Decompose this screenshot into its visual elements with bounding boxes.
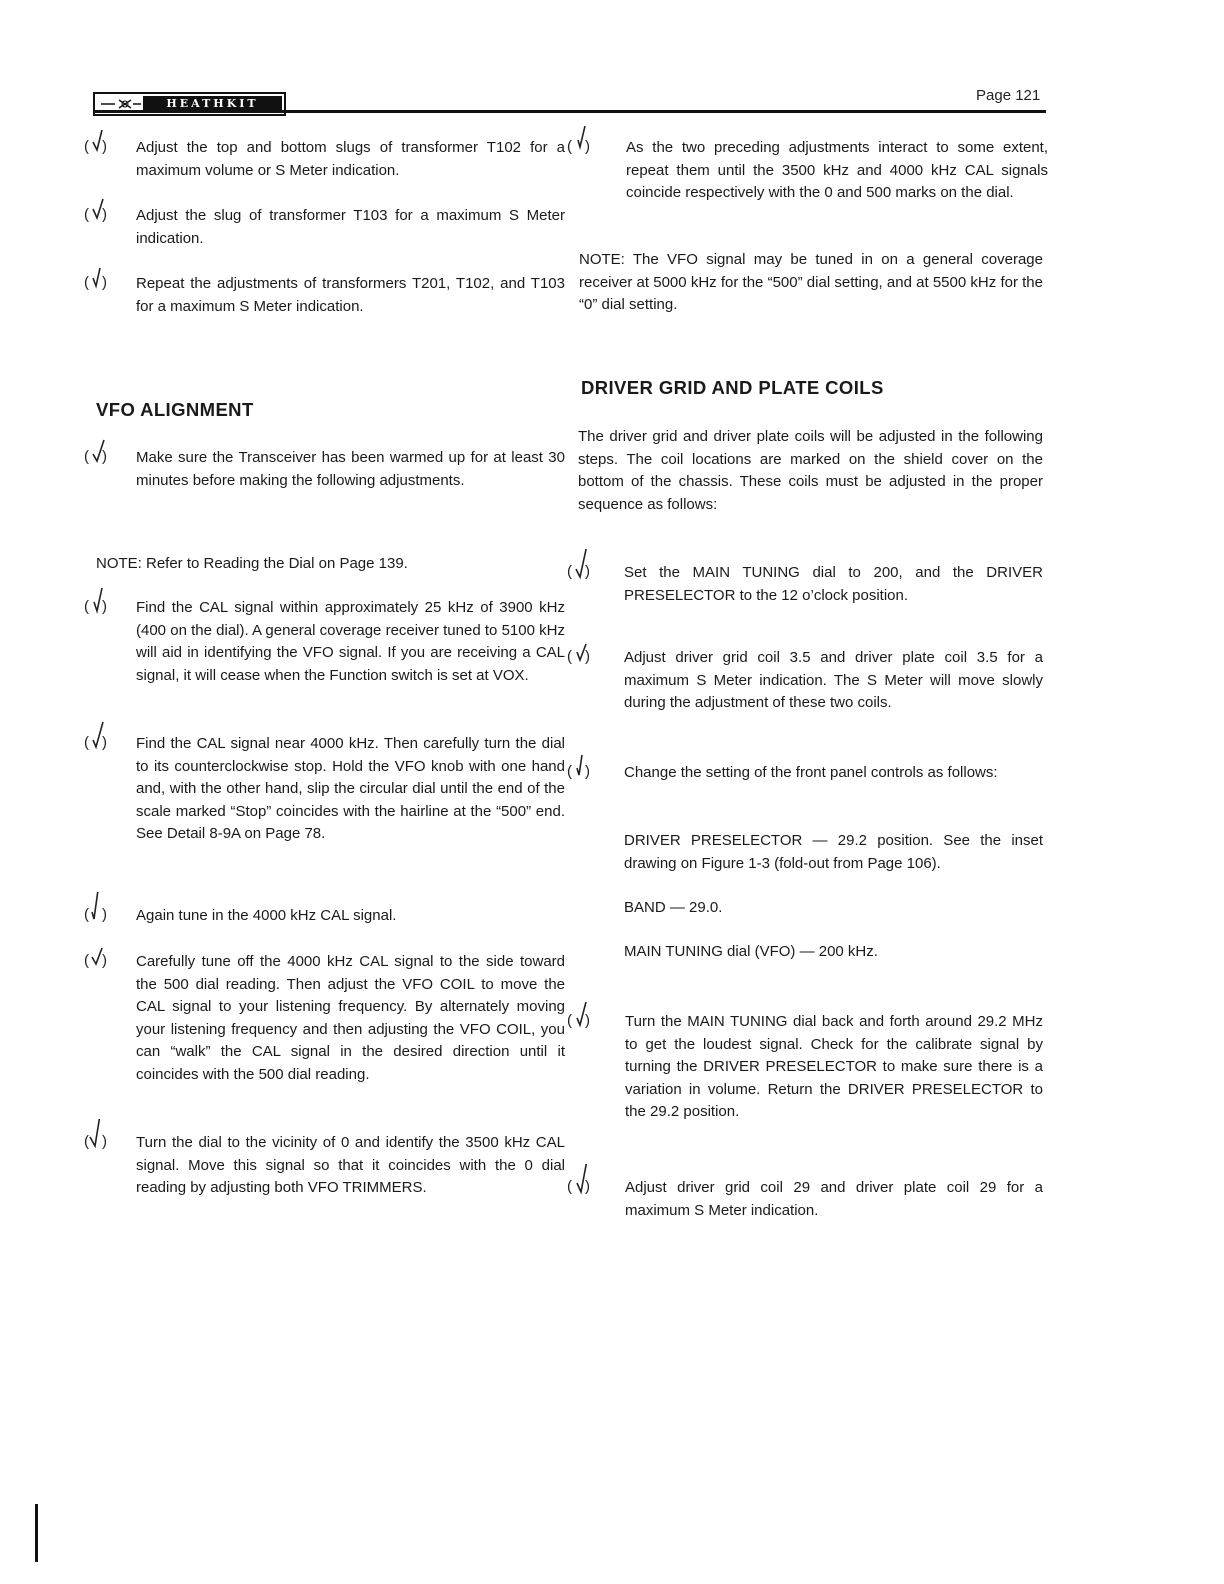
- brand-name: HEATHKIT: [143, 96, 282, 112]
- check-step: [567, 1177, 1048, 1222]
- checkmark-icon: [88, 584, 114, 618]
- check-step: [567, 562, 1048, 607]
- section-heading-vfo: VFO ALIGNMENT: [96, 399, 254, 420]
- checkbox-parens: (: [84, 206, 89, 223]
- checkmark-icon: [88, 720, 114, 754]
- checkbox-mark[interactable]: [84, 206, 120, 230]
- checkbox-mark[interactable]: [84, 274, 120, 298]
- checkbox-paren-close: ): [585, 648, 590, 665]
- checkmark-icon: [571, 749, 597, 783]
- check-step: [84, 447, 565, 492]
- checkbox-paren-close: ): [102, 206, 107, 223]
- checkbox-paren-close: ): [585, 1012, 590, 1029]
- checkbox-paren-close: ): [102, 598, 107, 615]
- checkmark-icon: [571, 998, 597, 1032]
- checkmark-icon: [88, 434, 114, 468]
- step-text: Find the CAL signal within approximately 25 kHz of 3900 kHz (400 on the dial). A general coverage receiver tuned to 5100 kHz will aid in identifying the VFO signal. If you are receiving a CAL signal, it will cease when the Function switch is set at VOX.: [136, 599, 565, 684]
- checkbox-mark[interactable]: [567, 648, 603, 672]
- check-step: [567, 1011, 1048, 1124]
- checkbox-mark[interactable]: [567, 763, 603, 787]
- setting-line: DRIVER PRESELECTOR — 29.2 position. See the inset drawing on Figure 1-3 (fold-out from Page 106).: [624, 832, 1043, 872]
- checkbox-paren-close: ): [102, 138, 107, 155]
- checkbox-paren-close: ): [102, 274, 107, 291]
- checkbox-paren-close: ): [585, 763, 590, 780]
- checkbox-mark[interactable]: [84, 448, 120, 472]
- checkbox-mark[interactable]: [567, 1012, 603, 1036]
- checkbox-paren-close: ): [102, 906, 107, 923]
- checkmark-icon: [88, 124, 114, 158]
- check-step: [84, 597, 565, 687]
- check-step: [84, 733, 565, 846]
- step-text: Find the CAL signal near 4000 kHz. Then carefully turn the dial to its counterclockwise stop. Hold the VFO knob with one hand and, with the other hand, slip the circular dial until the end of the scale marked “Stop” coincides with the hairline at the “500” end. See Detail 8-9A on Page 78.: [136, 735, 565, 843]
- note-text: NOTE: Refer to Reading the Dial on Page 139.: [96, 555, 408, 572]
- step-text: Carefully tune off the 4000 kHz CAL signal to the side toward the 500 dial reading. Then adjust the VFO COIL to move the CAL signal to your listening frequency. By alternately moving your listening frequency and then adjusting the VFO COIL, you can “walk” the CAL signal in the desired direction until it coincides with the 500 dial reading.: [136, 953, 565, 1083]
- checkbox-mark[interactable]: [84, 906, 120, 930]
- checkbox-mark[interactable]: [84, 1133, 120, 1157]
- checkbox-parens: (: [84, 598, 89, 615]
- checkbox-parens: (: [567, 648, 572, 665]
- check-step: [84, 951, 565, 1087]
- checkbox-paren-close: ): [585, 1178, 590, 1195]
- check-step: [84, 273, 565, 318]
- checkbox-parens: (: [84, 1133, 89, 1150]
- check-step: [84, 137, 565, 182]
- step-text: Change the setting of the front panel controls as follows:: [624, 764, 998, 781]
- check-step: [567, 137, 1048, 205]
- step-text: Turn the dial to the vicinity of 0 and identify the 3500 kHz CAL signal. Move this signal so that it coincides with the 0 dial reading by adjusting both VFO TRIMMERS.: [136, 1134, 565, 1197]
- checkbox-paren-close: ): [102, 952, 107, 969]
- check-step: [84, 205, 565, 250]
- checkbox-parens: (: [84, 906, 89, 923]
- setting-line: MAIN TUNING dial (VFO) — 200 kHz.: [624, 943, 878, 960]
- checkbox-parens: (: [84, 138, 89, 155]
- checkbox-parens: (: [84, 734, 89, 751]
- step-text: Adjust driver grid coil 3.5 and driver plate coil 3.5 for a maximum S Meter indication. The S Meter will move slowly during the adjustment of these two coils.: [624, 649, 1043, 712]
- checkbox-parens: (: [567, 1178, 572, 1195]
- checkbox-paren-close: ): [585, 563, 590, 580]
- intro-paragraph: The driver grid and driver plate coils will be adjusted in the following steps. The coil locations are marked on the shield cover on the bottom of the chassis. These coils must be adjusted in the proper sequence as follows:: [578, 428, 1043, 513]
- check-step: [84, 1132, 565, 1200]
- checkmark-icon: [571, 1164, 597, 1198]
- checkbox-paren-close: ): [102, 448, 107, 465]
- checkmark-icon: [88, 192, 114, 226]
- checkbox-parens: (: [567, 763, 572, 780]
- checkmark-icon: [571, 124, 597, 158]
- header-rule: [93, 110, 1046, 113]
- checkbox-parens: (: [567, 563, 572, 580]
- checkbox-parens: (: [84, 274, 89, 291]
- checkbox-paren-close: ): [585, 138, 590, 155]
- step-text: Adjust the top and bottom slugs of transformer T102 for a maximum volume or S Meter indication.: [136, 139, 565, 179]
- checkmark-icon: [88, 892, 114, 926]
- check-step: [84, 905, 565, 928]
- checkbox-mark[interactable]: [84, 598, 120, 622]
- binding-mark: [35, 1504, 38, 1562]
- step-text: Adjust the slug of transformer T103 for a maximum S Meter indication.: [136, 207, 565, 247]
- page-number: Page 121: [976, 87, 1041, 104]
- step-text: As the two preceding adjustments interact to some extent, repeat them until the 3500 kHz and 4000 kHz CAL signals coincide respectively with the 0 and 500 marks on the dial.: [626, 139, 1048, 202]
- step-text: Repeat the adjustments of transformers T201, T102, and T103 for a maximum S Meter indication.: [136, 275, 565, 315]
- checkbox-parens: (: [567, 138, 572, 155]
- note-text: NOTE: The VFO signal may be tuned in on a general coverage receiver at 5000 kHz for the “500” dial setting, and at 5500 kHz for the “0” dial setting.: [579, 251, 1043, 314]
- checkmark-icon: [88, 938, 114, 972]
- setting-line: BAND — 29.0.: [624, 899, 723, 916]
- step-text: Set the MAIN TUNING dial to 200, and the DRIVER PRESELECTOR to the 12 o’clock position.: [624, 564, 1043, 604]
- section-heading-driver: DRIVER GRID AND PLATE COILS: [581, 377, 884, 398]
- checkbox-mark[interactable]: [567, 138, 603, 162]
- checkbox-mark[interactable]: [567, 563, 603, 587]
- checkbox-parens: (: [84, 448, 89, 465]
- checkmark-icon: [88, 260, 114, 294]
- checkbox-mark[interactable]: [84, 138, 120, 162]
- checkbox-mark[interactable]: [84, 734, 120, 758]
- checkbox-paren-close: ): [102, 1133, 107, 1150]
- check-step: [567, 762, 1048, 785]
- step-text: Make sure the Transceiver has been warmed up for at least 30 minutes before making the following adjustments.: [136, 449, 565, 489]
- checkbox-mark[interactable]: [567, 1178, 603, 1202]
- checkbox-parens: (: [84, 952, 89, 969]
- checkbox-mark[interactable]: [84, 952, 120, 976]
- checkmark-icon: [571, 634, 597, 668]
- step-text: Adjust driver grid coil 29 and driver plate coil 29 for a maximum S Meter indication.: [625, 1179, 1043, 1219]
- checkmark-icon: [571, 549, 597, 583]
- checkbox-parens: (: [567, 1012, 572, 1029]
- step-text: Again tune in the 4000 kHz CAL signal.: [136, 907, 397, 924]
- checkmark-icon: [88, 1119, 114, 1153]
- check-step: [567, 647, 1048, 715]
- checkbox-paren-close: ): [102, 734, 107, 751]
- step-text: Turn the MAIN TUNING dial back and forth around 29.2 MHz to get the loudest signal. Check for the calibrate signal by turning the DRIVER PRESELECTOR to make sure there is a variation in volume. Return the DRIVER PRESELECTOR to the 29.2 position.: [625, 1013, 1043, 1121]
